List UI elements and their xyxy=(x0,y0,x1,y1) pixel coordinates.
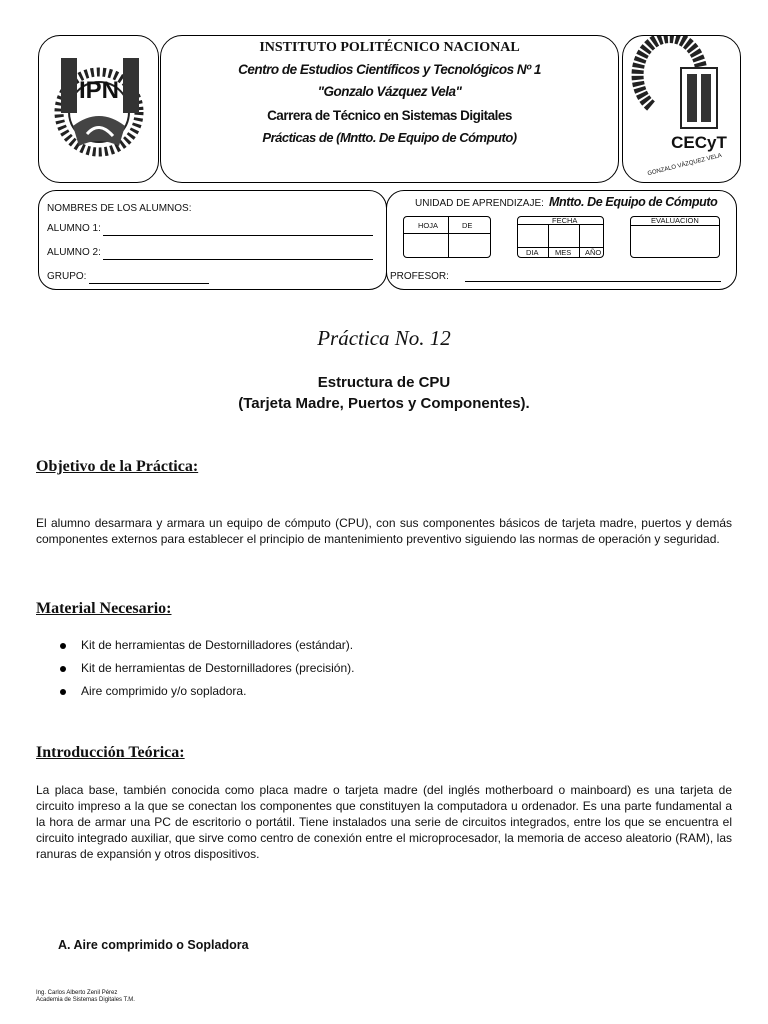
list-item: Kit de herramientas de Destornilladores (precisión). xyxy=(60,661,354,684)
objective-text: El alumno desarmara y armara un equipo de cómputo (CPU), con sus componentes básicos de tarjeta madre, puertos y demás componentes externos para establecer el principio de mantenimiento preventivo siguiendo las normas de operación y seguridad. xyxy=(36,516,732,546)
day-label: DIA xyxy=(526,248,539,257)
center-name: Centro de Estudios Científicos y Tecnológicos Nº 1 xyxy=(238,62,541,77)
ipn-logo-icon xyxy=(39,36,160,184)
materials-list xyxy=(60,638,354,707)
unit-label: UNIDAD DE APRENDIZAJE: xyxy=(415,198,544,209)
sheet-grid xyxy=(403,216,491,258)
student2-label: ALUMNO 2: xyxy=(47,247,101,258)
objective-heading: Objetivo de la Práctica: xyxy=(36,458,199,475)
cecyt-logo-text: CECyT xyxy=(671,133,727,152)
cecyt-logo-caption: GONZALO VÁZQUEZ VELA xyxy=(646,152,723,178)
footer-academy: Academia de Sistemas Digitales T.M. xyxy=(36,997,135,1003)
practice-subtitle-2: (Tarjeta Madre, Puertos y Componentes). xyxy=(238,395,530,412)
ipn-logo-text: IPN xyxy=(78,77,120,104)
teacher-label: PROFESOR: xyxy=(390,271,449,282)
students-box xyxy=(38,190,387,290)
teacher-line xyxy=(465,281,721,282)
evaluation-label: EVALUACION xyxy=(651,216,699,225)
year-label: AÑO xyxy=(585,248,602,257)
date-grid xyxy=(517,216,604,258)
practice-title: Práctica No. 12 xyxy=(317,326,451,350)
list-item: Aire comprimido y/o sopladora. xyxy=(60,684,354,707)
student1-label: ALUMNO 1: xyxy=(47,223,101,234)
cecyt-logo-icon xyxy=(623,36,742,184)
school-name: "Gonzalo Vázquez Vela" xyxy=(317,84,462,99)
date-label: FECHA xyxy=(552,216,578,225)
materials-heading: Material Necesario: xyxy=(36,600,172,617)
unit-value: Mntto. De Equipo de Cómputo xyxy=(549,195,718,209)
student1-line xyxy=(103,235,373,236)
header-box xyxy=(160,35,619,183)
month-label: MES xyxy=(555,248,572,257)
intro-text: La placa base, también conocida como placa madre o tarjeta madre (del inglés motherboard o mainboard) es una tarjeta de circuito impreso a la que se conectan los componentes que constituyen la computadora u ordenador. Es una parte fundamental a la hora de armar una PC de escritorio o portátil. Tiene instalados una serie de circuitos integrados, entre los que se encuentra el circuito integrado auxiliar, que sirve como centro de conexión entre el microprocesador, la memoria de acceso aleatorio (RAM), las ranuras de expansión y otros dispositivos. xyxy=(36,783,732,861)
list-item: Kit de herramientas de Destornilladores (estándar). xyxy=(60,638,354,661)
institute-name: INSTITUTO POLITÉCNICO NACIONAL xyxy=(259,40,520,55)
students-heading: NOMBRES DE LOS ALUMNOS: xyxy=(47,203,192,214)
practices-subject: Prácticas de (Mntto. De Equipo de Cómputo) xyxy=(262,130,517,145)
of-label: DE xyxy=(462,221,473,230)
sheet-label: HOJA xyxy=(418,221,439,230)
student2-line xyxy=(103,259,373,260)
footer-author: Ing. Carlos Alberto Zenil Pérez xyxy=(36,990,118,996)
group-label: GRUPO: xyxy=(47,271,87,282)
group-line xyxy=(89,283,209,284)
practice-subtitle-1: Estructura de CPU xyxy=(317,374,451,391)
cecyt-logo-box xyxy=(622,35,741,183)
evaluation-grid xyxy=(630,216,720,258)
career-name: Carrera de Técnico en Sistemas Digitales xyxy=(267,108,512,123)
section-a-heading: A. Aire comprimido o Sopladora xyxy=(58,938,249,952)
unit-box xyxy=(386,190,737,290)
intro-heading: Introducción Teórica: xyxy=(36,744,185,761)
ipn-logo-box xyxy=(38,35,159,183)
